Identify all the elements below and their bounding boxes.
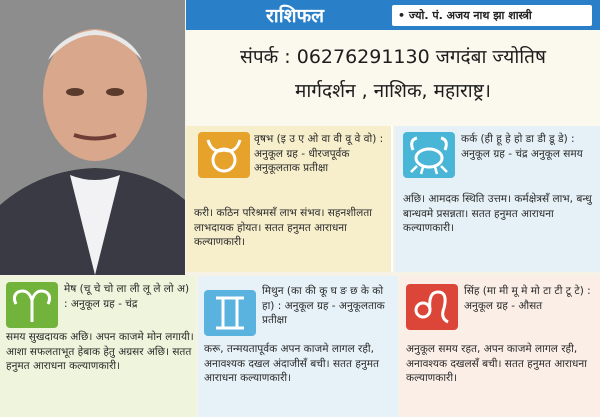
sign-card-singh [400,276,600,417]
author-byline: • ज्यो. पं. अजय नाथ झा शास्त्री [392,5,592,26]
astrologer-photo [0,0,185,275]
sign-heading: सिंह (मा मी मू मे मो टा टी टू टे) : अनुकूल ग्रह - औसत [464,285,591,312]
taurus-icon [198,132,250,178]
aries-icon [6,282,58,328]
sign-card-mithun [198,276,398,417]
contact-block [186,30,600,126]
sign-card-vrishabh [186,126,393,272]
sign-prediction: समय सुखदायक अछि। अपन काजमे मोन लगायी। आशा सफलताभूत हेबाक हेतु अग्रसर अछि। सतत हनुमत आराधना कल्याणकारी। [6,331,194,372]
sign-card-kark [395,126,600,272]
sign-heading: मिथुन (का की कू घ ङ छ के को हा) : अनुकूल ग्रह - अनुकूलताक प्रतीक्षा [262,285,385,326]
cancer-icon [403,132,455,178]
sign-heading: कर्क (ही हू हे हो डा डी डू डे) : अनुकूल ग्रह - चंद्र अनुकूल समय [461,133,583,160]
portrait-image [0,0,185,275]
sign-heading: मेष (चू चे चो ला ली लू ले लो अ) : अनुकूल ग्रह - चंद्र [64,283,190,310]
horoscope-header [186,0,600,30]
sign-prediction: करू, तन्मयतापूर्वक अपन काजमे लागल रही, अनावश्यक दखल अंदाजीसँ बची। सतत हनुमत आराधना कल्याणकारी। [204,343,380,384]
page-title: राशिफल [266,5,325,27]
sign-prediction: करी। कठिन परिश्रमसँ लाभ संभव। सहनशीलता लाभदायक होयत। सतत हनुमत आराधना कल्याणकारी। [194,207,372,248]
leo-icon [406,284,458,330]
sign-prediction: अछि। आमदक स्थिति उत्तम। कर्मक्षेत्रसँ लाभ, बन्धु बान्धवमे प्रसन्नता। सतत हनुमत आराधना कल्याणकारी। [403,193,592,234]
sign-heading: वृषभ (इ उ ए ओ वा वी वू वे वो) : अनुकूल ग्रह - धीरजपूर्वक अनुकूलताक प्रतीक्षा [254,133,384,174]
contact-line-1: संपर्क : 06276291130 जगदंबा ज्योतिष [240,46,546,68]
gemini-icon [204,290,256,336]
contact-line-2: मार्गदर्शन , नाशिक, महाराष्ट्र। [295,80,491,102]
sign-card-mesh [0,276,196,417]
sign-prediction: अनुकूल समय रहत, अपन काजमे लागल रही, अनावश्यक दखलसँ बची। सतत हनुमत आराधना कल्याणकारी। [406,343,587,384]
